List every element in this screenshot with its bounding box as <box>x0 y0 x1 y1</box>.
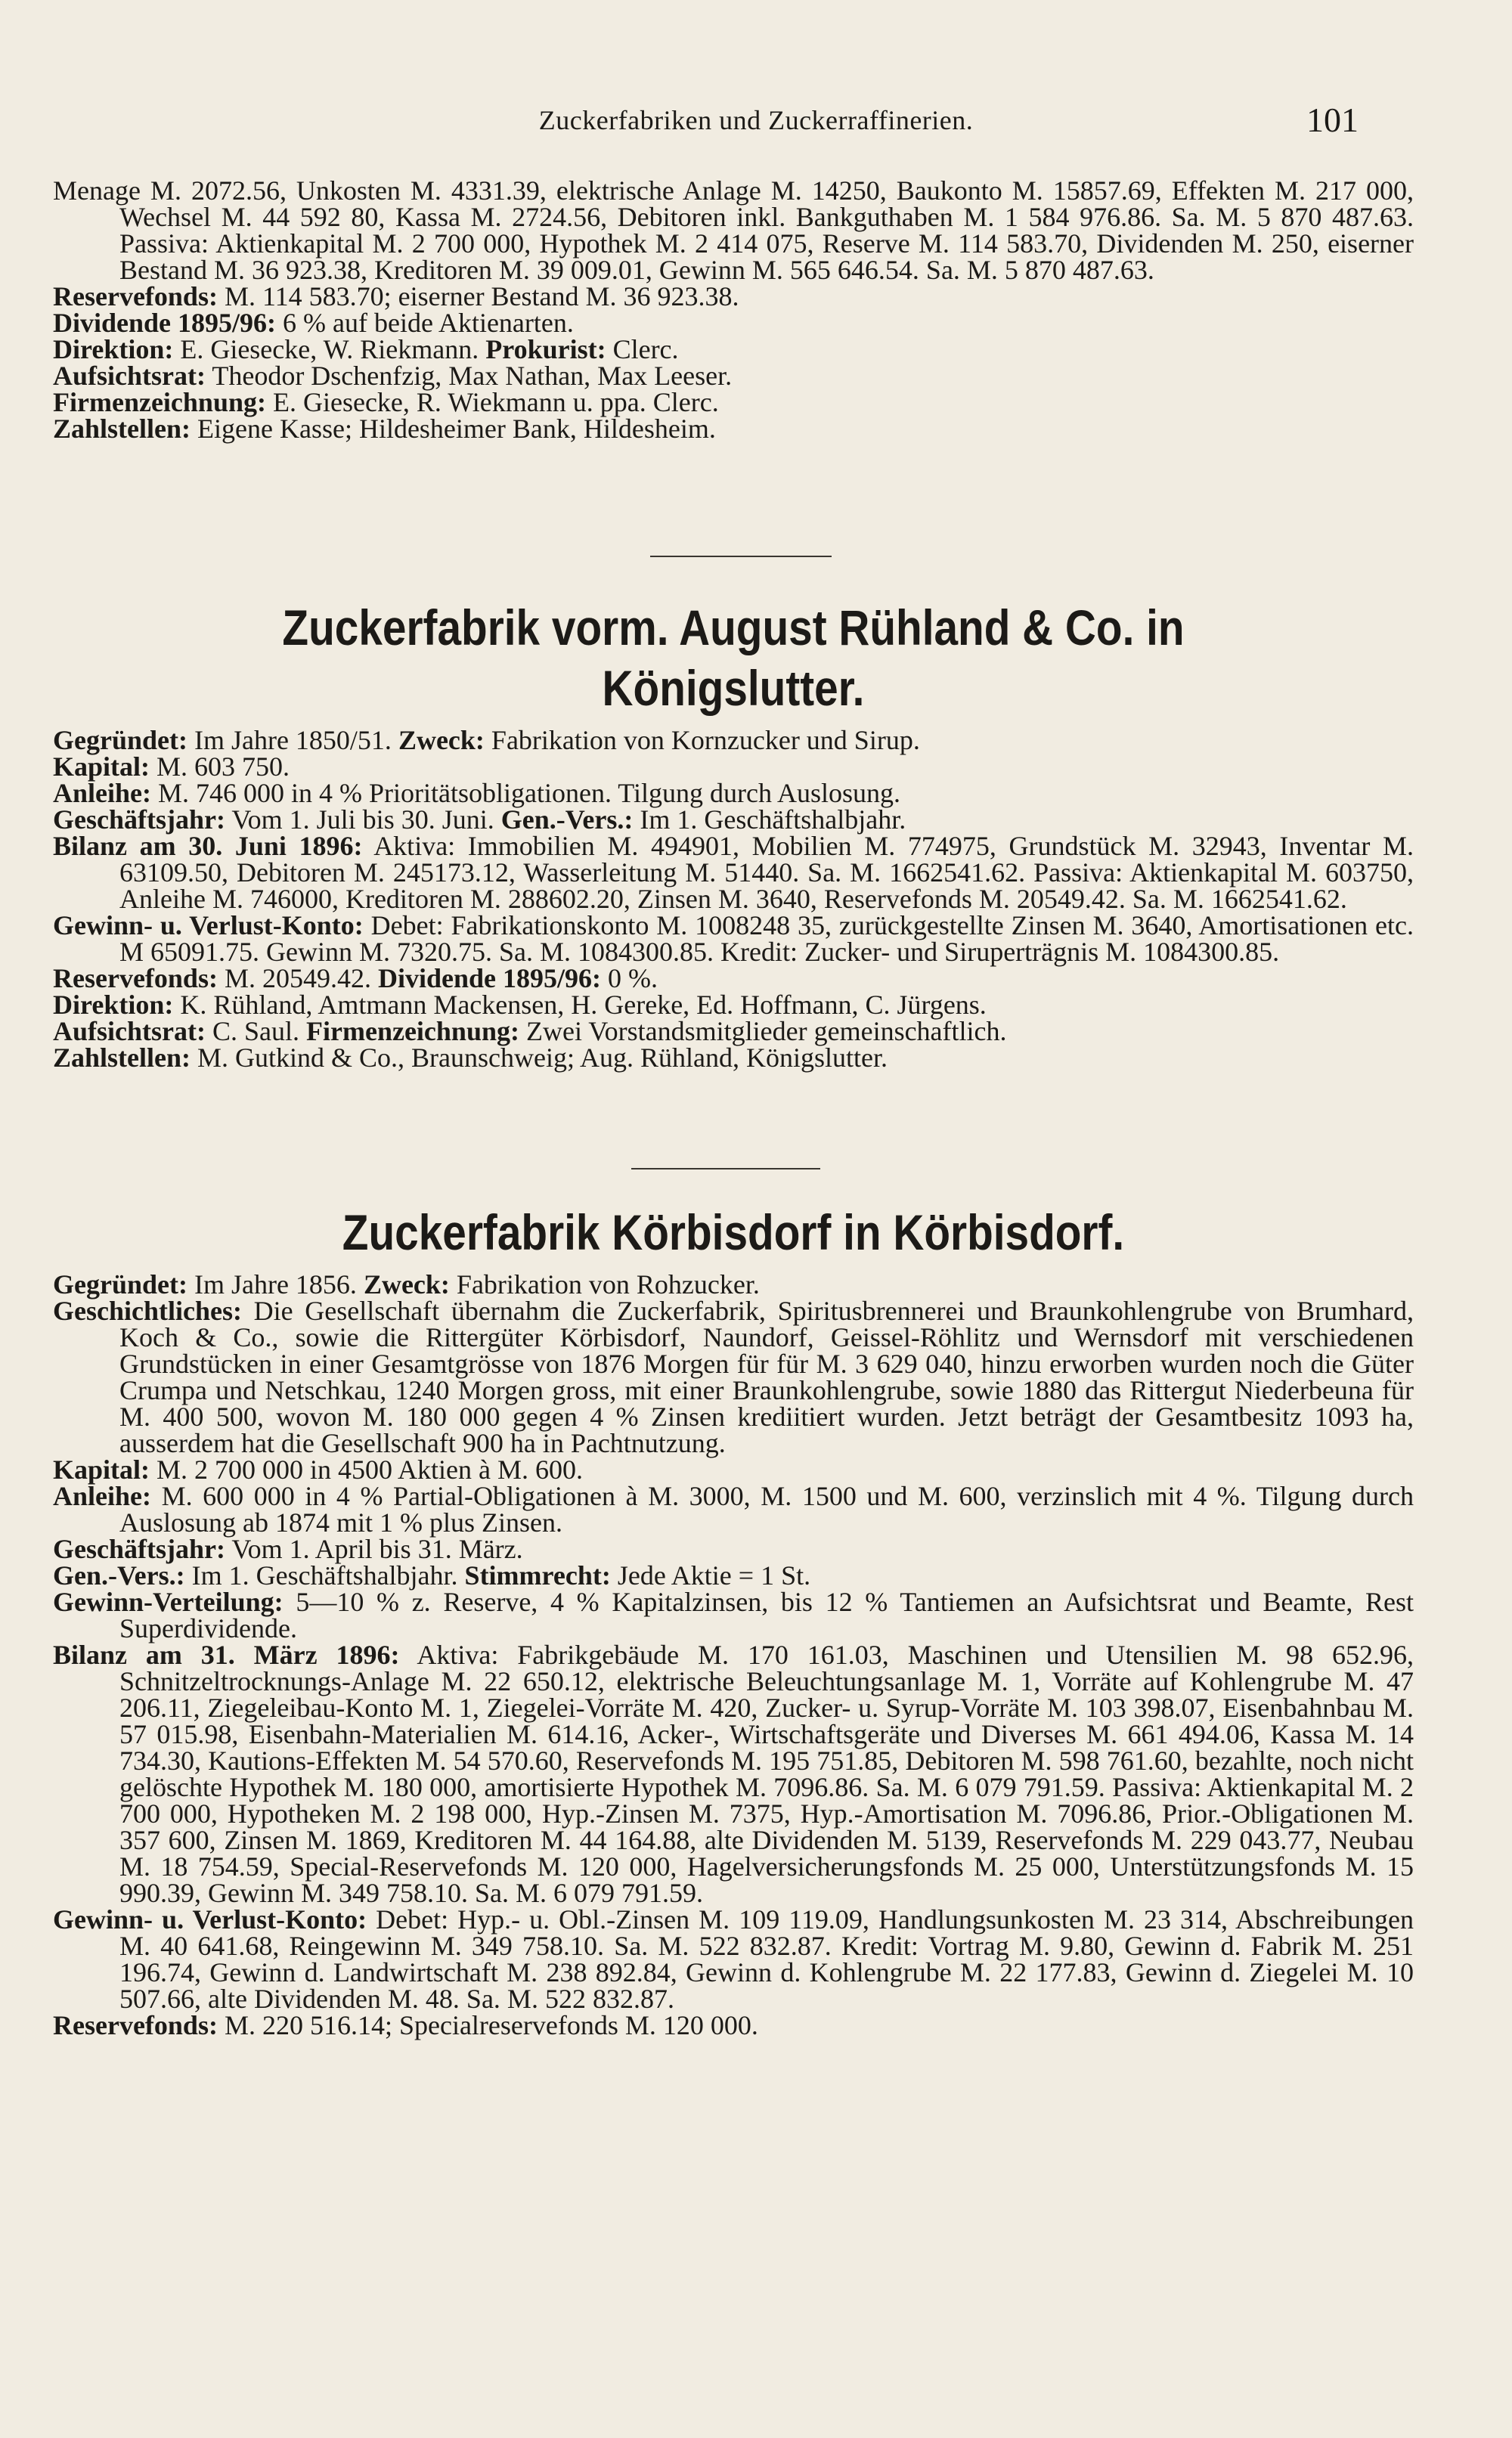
running-title: Zuckerfabriken und Zuckerraffinerien. <box>538 105 974 135</box>
section-title: Zuckerfabrik vorm. August Rühland & Co. in Königslutter. <box>282 599 1185 716</box>
entry-aufsichtsrat: Aufsichtsrat: Theodor Dschenfzig, Max Nathan, Max Leeser. <box>53 361 733 391</box>
entry-bilanz: Bilanz am 31. März 1896: Aktiva: Fabrikgebäude M. 170 161.03, Maschinen und Utensilien M. 98 652.96, Schnitzeltrocknungs-Anlage M. 22 650.12, elektrische Beleuchtungsanlage M. 1, Vorräte auf Kohlengrube M. 47 206.11, Ziegeleibau-Konto M. 1, Ziegelei-Vorräte M. 420, Zucker- u. Syrup-Vorräte M. 103 398.07, Eisenbahnbau M. 57 015.98, Eisenbahn-Materialien M. 614.16, Acker-, Wirtschaftsgeräte und Diverses M. 661 494.06, Kassa M. 14 734.30, Kautions-Effekten M. 54 570.60, Reservefonds M. 195 751.85, Debitoren M. 598 761.60, bezahlte, noch nicht gelöschte Hypothek M. 180 000, amortisierte Hypothek M. 7096.86. Sa. M. 6 079 791.59. Passiva: Aktienkapital M. 2 700 000, Hypotheken M. 2 198 000, Hyp.-Zinsen M. 7375, Hyp.-Amortisation M. 7096.86, Prior.-Obligationen M. 357 600, Zinsen M. 1869, Kreditoren M. 44 164.88, alte Dividenden M. 5139, Reservefonds M. 229 043.77, Neubau M. 18 754.59, Special-Reservefonds M. 120 000, Hagelversicherungsfonds M. 25 000, Unterstützungsfonds M. 15 990.39, Gewinn M. 349 758.10. Sa. M. 6 079 791.59. <box>53 1640 1414 1908</box>
entry-reservefonds: Reservefonds: M. 220 516.14; Specialreservefonds M. 120 000. <box>53 2010 758 2040</box>
entry-gewinn-verteilung: Gewinn-Verteilung: 5—10 % z. Reserve, 4 % Kapitalzinsen, bis 12 % Tantiemen an Aufsichtsrat und Beamte, Rest Superdividende. <box>53 1587 1414 1643</box>
entry-reservefonds: Reservefonds: M. 114 583.70; eiserner Bestand M. 36 923.38. <box>53 281 739 311</box>
page-number: 101 <box>1306 101 1359 139</box>
koerbisdorf-section <box>53 1202 1414 2039</box>
divider-rule <box>631 1168 820 1169</box>
entry-zahlstellen: Zahlstellen: Eigene Kasse; Hildesheimer Bank, Hildesheim. <box>53 414 716 444</box>
entry-gegruendet: Gegründet: Im Jahre 1856. Zweck: Fabrikation von Rohzucker. <box>53 1269 760 1300</box>
entry-anleihe: Anleihe: M. 600 000 in 4 % Partial-Obligationen à M. 3000, M. 1500 und M. 600, verzinslich mit 4 %. Tilgung durch Auslosung ab 1874 mit 1 % plus Zinsen. <box>53 1481 1414 1538</box>
entry-zahlstellen: Zahlstellen: M. Gutkind & Co., Braunschweig; Aug. Rühland, Königslutter. <box>53 1042 888 1073</box>
entry-anleihe: Anleihe: M. 746 000 in 4 % Prioritätsobligationen. Tilgung durch Auslosung. <box>53 778 901 808</box>
entry-direktion: Direktion: E. Giesecke, W. Riekmann. Prokurist: Clerc. <box>53 334 679 364</box>
top-section <box>53 175 1414 444</box>
bilanz-continuation: Menage M. 2072.56, Unkosten M. 4331.39, elektrische Anlage M. 14250, Baukonto M. 15857.69, Effekten M. 217 000, Wechsel M. 44 592 80, Kassa M. 2724.56, Debitoren inkl. Bankguthaben M. 1 584 976.86. Sa. M. 5 870 487.63. Passiva: Aktienkapital M. 2 700 000, Hypothek M. 2 414 075, Reserve M. 114 583.70, Dividenden M. 250, eiserner Bestand M. 36 923.38, Kreditoren M. 39 009.01, Gewinn M. 565 646.54. Sa. M. 5 870 487.63. <box>53 175 1414 285</box>
entry-firmenzeichnung: Firmenzeichnung: E. Giesecke, R. Wiekmann u. ppa. Clerc. <box>53 387 719 417</box>
entry-gewinn-verlust: Gewinn- u. Verlust-Konto: Debet: Fabrikationskonto M. 1008248 35, zurückgestellte Zinsen M. 3640, Amortisationen etc. M 65091.75. Gewinn M. 7320.75. Sa. M. 1084300.85. Kredit: Zucker- und Siruperträgnis M. 1084300.85. <box>53 910 1414 967</box>
entry-geschaeftsjahr: Geschäftsjahr: Vom 1. Juli bis 30. Juni. Gen.-Vers.: Im 1. Geschäftshalbjahr. <box>53 804 906 835</box>
entry-dividende: Dividende 1895/96: 6 % auf beide Aktienarten. <box>53 308 574 338</box>
entry-bilanz: Bilanz am 30. Juni 1896: Aktiva: Immobilien M. 494901, Mobilien M. 774975, Grundstück M. 32943, Inventar M. 63109.50, Debitoren M. 245173.12, Wasserleitung M. 51440. Sa. M. 1662541.62. Passiva: Aktienkapital M. 603750, Anleihe M. 746000, Kreditoren M. 288602.20, Zinsen M. 3640, Reservefonds M. 20549.42. Sa. M. 1662541.62. <box>53 831 1414 914</box>
entry-gegruendet: Gegründet: Im Jahre 1850/51. Zweck: Fabrikation von Kornzucker und Sirup. <box>53 725 920 755</box>
entry-aufsichtsrat: Aufsichtsrat: C. Saul. Firmenzeichnung: Zwei Vorstandsmitglieder gemeinschaftlich. <box>53 1016 1007 1046</box>
section-title: Zuckerfabrik Körbisdorf in Körbisdorf. <box>342 1204 1125 1260</box>
entry-geschichtliches: Geschichtliches: Die Gesellschaft übernahm die Zuckerfabrik, Spiritusbrennerei und Braunkohlengrube von Brumhard, Koch & Co., sowie die Rittergüter Körbisdorf, Naundorf, Geissel-Röhlitz und Wernsdorf mit verschiedenen Grundstücken in einer Gesamtgrösse von 1876 Morgen für für M. 3 629 040, hinzu erworben wurden noch die Güter Crumpa und Netschkau, 1240 Morgen gross, mit einer Braunkohlengrube, sowie 1880 das Rittergut Niederbeuna für M. 400 500, wovon M. 180 000 gegen 4 % Zinsen krediitiert wurden. Jetzt beträgt der Gesamtbesitz 1093 ha, ausserdem hat die Gesellschaft 900 ha in Pachtnutzung. <box>53 1296 1414 1458</box>
entry-genvers: Gen.-Vers.: Im 1. Geschäftshalbjahr. Stimmrecht: Jede Aktie = 1 St. <box>53 1560 811 1591</box>
entry-kapital: Kapital: M. 603 750. <box>53 751 290 782</box>
entry-gewinn-verlust: Gewinn- u. Verlust-Konto: Debet: Hyp.- u. Obl.-Zinsen M. 109 119.09, Handlungsunkosten M. 23 314, Abschreibungen M. 40 641.68, Reingewinn M. 349 758.10. Sa. M. 522 832.87. Kredit: Vortrag M. 9.80, Gewinn d. Fabrik M. 251 196.74, Gewinn d. Landwirtschaft M. 238 892.84, Gewinn d. Kohlengrube M. 22 177.83, Gewinn d. Ziegelei M. 10 507.66, alte Dividenden M. 48. Sa. M. 522 832.87. <box>53 1904 1414 2014</box>
entry-kapital: Kapital: M. 2 700 000 in 4500 Aktien à M. 600. <box>53 1454 584 1485</box>
koenigslutter-section <box>53 597 1414 1071</box>
divider-rule <box>650 556 832 557</box>
entry-direktion: Direktion: K. Rühland, Amtmann Mackensen, H. Gereke, Ed. Hoffmann, C. Jürgens. <box>53 990 987 1020</box>
entry-reservefonds: Reservefonds: M. 20549.42. Dividende 1895/96: 0 %. <box>53 963 658 993</box>
entry-geschaeftsjahr: Geschäftsjahr: Vom 1. April bis 31. März. <box>53 1534 523 1564</box>
